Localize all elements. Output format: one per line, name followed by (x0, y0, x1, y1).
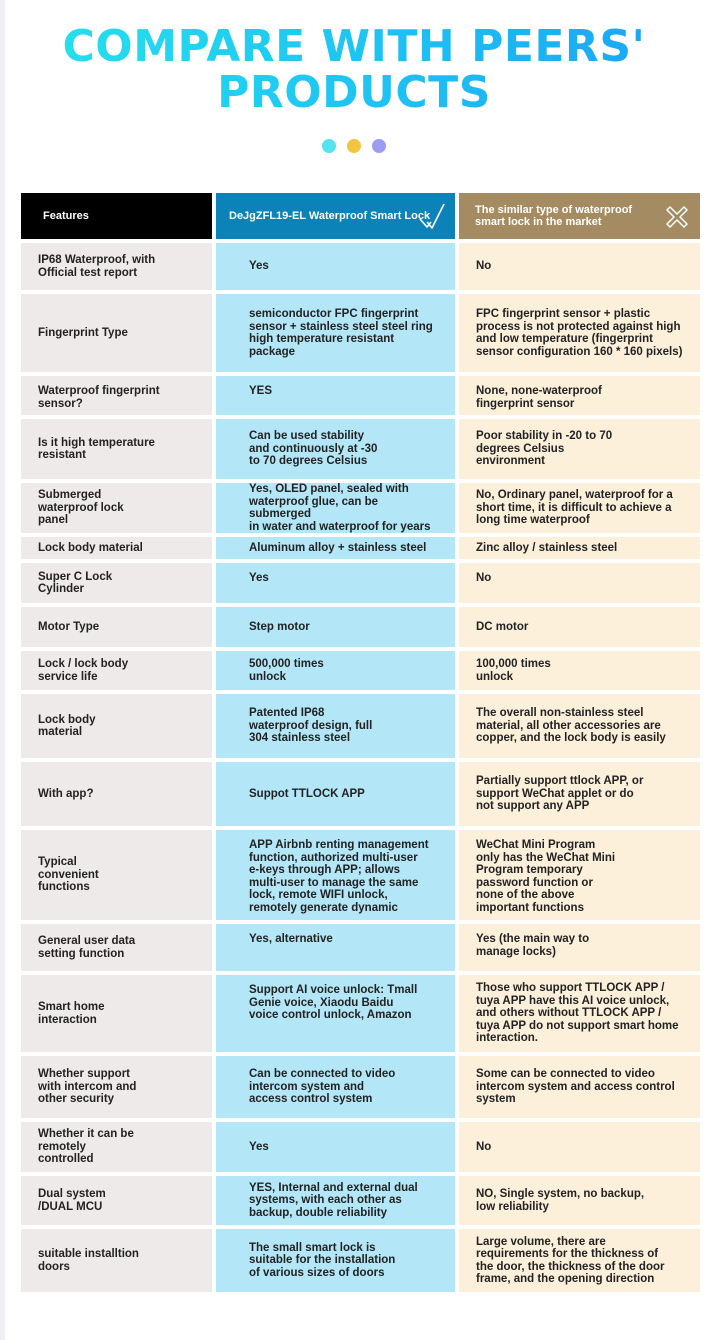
feature-cell-text: Fingerprint Type (38, 326, 128, 339)
peers-cell-text: Large volume, there are requirements for the thickness of the door, the thickness of the door frame, and the opening direction (476, 1235, 665, 1285)
ours-cell (216, 651, 455, 690)
feature-cell-text: Smart home interaction (38, 1001, 105, 1026)
feature-cell (21, 924, 212, 971)
ours-cell (216, 1056, 455, 1118)
table-row (21, 537, 700, 559)
header-peers-cell (459, 193, 700, 239)
peers-cell-text: No (476, 1140, 492, 1153)
table-row (21, 607, 700, 647)
decorative-dots (0, 139, 708, 153)
header-ours-label: DeJgZFL19-EL Waterproof Smart Lock (229, 209, 431, 222)
ours-cell-text: Can be used stability and continuously at -30 to 70 degrees Celsius (249, 430, 378, 468)
peers-cell-text: Some can be connected to video intercom system and access control system (476, 1068, 675, 1106)
ours-cell (216, 1176, 455, 1225)
dot-yellow (347, 139, 361, 153)
peers-cell (459, 694, 700, 758)
feature-cell (21, 694, 212, 758)
feature-cell (21, 419, 212, 479)
peers-cell-text: Poor stability in -20 to 70 degrees Celsius environment (476, 430, 613, 468)
ours-cell-text: Yes (249, 260, 269, 273)
ours-cell-text: APP Airbnb renting management function, authorized multi-user e-keys through APP; allows multi-user to manage the same lock, remote WIFI unlock, remotely generate dynamic (249, 839, 429, 914)
page-title-line-2: PRODUCTS (217, 67, 491, 118)
peers-cell (459, 975, 700, 1052)
table-row (21, 419, 700, 479)
peers-cell (459, 1176, 700, 1225)
dot-cyan (322, 139, 336, 153)
ours-cell-text: Aluminum alloy + stainless steel (249, 541, 427, 554)
feature-cell (21, 294, 212, 372)
ours-cell (216, 762, 455, 826)
ours-cell (216, 607, 455, 647)
table-header-row (21, 193, 700, 239)
feature-cell (21, 1122, 212, 1172)
peers-cell (459, 376, 700, 415)
peers-cell-text: The overall non-stainless steel material, all other accessories are copper, and the lock body is easily (476, 707, 666, 745)
peers-cell-text: WeChat Mini Program only has the WeChat Mini Program temporary password function or none of the above important functions (476, 839, 616, 914)
peers-cell-text: No, Ordinary panel, waterproof for a short time, it is difficult to achieve a long time waterproof (476, 489, 673, 527)
table-row (21, 294, 700, 372)
feature-cell (21, 563, 212, 603)
ours-cell-text: YES (249, 385, 273, 397)
peers-cell-text: FPC fingerprint sensor + plastic process is not protected against high and low temperature (fingerprint sensor configuration 160 * 160 pixels) (476, 308, 683, 358)
feature-cell-text: Whether it can be remotely controlled (38, 1128, 134, 1166)
peers-cell (459, 1056, 700, 1118)
feature-cell-text: Lock / lock body service life (38, 658, 129, 683)
ours-cell (216, 537, 455, 559)
table-row (21, 1056, 700, 1118)
header-ours-cell (216, 193, 455, 239)
ours-cell-text: Yes (249, 572, 269, 584)
ours-cell (216, 294, 455, 372)
ours-cell-text: Support AI voice unlock: Tmall Genie voice, Xiaodu Baidu voice control unlock, Amazon (249, 984, 418, 1021)
peers-cell-text: Zinc alloy / stainless steel (476, 541, 618, 554)
ours-cell (216, 419, 455, 479)
peers-cell (459, 762, 700, 826)
comparison-table (21, 193, 700, 1296)
table-row (21, 651, 700, 690)
ours-cell-text: semiconductor FPC fingerprint sensor + stainless steel steel ring high temperature resistant package (249, 308, 433, 358)
feature-cell-text: With app? (38, 787, 94, 800)
feature-cell-text: Waterproof fingerprint sensor? (38, 385, 160, 410)
ours-cell-text: Yes, alternative (249, 933, 333, 945)
ours-cell-text: The small smart lock is suitable for the installation of various sizes of doors (249, 1241, 396, 1279)
table-row (21, 762, 700, 826)
ours-cell-text: Yes (249, 1140, 269, 1153)
ours-cell-text: Can be connected to video intercom system and access control system (249, 1068, 396, 1106)
table-row (21, 1176, 700, 1225)
peers-cell (459, 563, 700, 603)
ours-cell (216, 830, 455, 920)
feature-cell (21, 537, 212, 559)
ours-cell (216, 924, 455, 971)
table-row (21, 483, 700, 533)
peers-cell-text: Yes (the main way to manage locks) (476, 933, 590, 958)
feature-cell (21, 975, 212, 1052)
dot-purple (372, 139, 386, 153)
peers-cell (459, 651, 700, 690)
table-row (21, 924, 700, 971)
table-row (21, 1122, 700, 1172)
feature-cell (21, 607, 212, 647)
peers-cell (459, 924, 700, 971)
left-edge-rail (0, 0, 5, 1340)
feature-cell (21, 762, 212, 826)
peers-cell-text: Those who support TTLOCK APP / tuya APP have this AI voice unlock, and others without TTLOCK APP / tuya APP do not support smart home interaction. (476, 982, 679, 1045)
feature-cell-text: suitable installtion doors (38, 1248, 139, 1273)
table-row (21, 243, 700, 290)
table-row (21, 563, 700, 603)
ours-cell (216, 694, 455, 758)
ours-cell-text: YES, Internal and external dual systems, with each other as backup, double reliability (249, 1181, 418, 1219)
peers-cell (459, 483, 700, 533)
feature-cell-text: Lock body material (38, 713, 96, 738)
page-title-line-1: COMPARE WITH PEERS' (62, 21, 646, 72)
peers-cell-text: DC motor (476, 620, 529, 633)
ours-cell-text: Suppot TTLOCK APP (249, 787, 365, 800)
feature-cell-text: Submerged waterproof lock panel (38, 489, 124, 527)
feature-cell-text: Is it high temperature resistant (38, 436, 155, 461)
ours-cell-text: 500,000 times unlock (249, 658, 324, 683)
feature-cell (21, 1176, 212, 1225)
header-features-cell (21, 193, 212, 239)
feature-cell-text: Lock body material (38, 541, 143, 554)
peers-cell (459, 419, 700, 479)
ours-cell-text: Yes, OLED panel, sealed with waterproof glue, can be submerged in water and waterproof for years (249, 483, 431, 533)
feature-cell (21, 483, 212, 533)
feature-cell-text: Super C Lock Cylinder (38, 570, 113, 595)
checkmark-icon (417, 201, 447, 231)
peers-cell-text: Partially support ttlock APP, or support WeChat applet or do not support any APP (476, 775, 644, 813)
feature-cell (21, 651, 212, 690)
peers-cell (459, 1229, 700, 1292)
feature-cell-text: General user data setting function (38, 935, 136, 960)
table-row (21, 694, 700, 758)
header-peers-label: The similar type of waterproof smart lock in the market (475, 203, 633, 228)
peers-cell-text: No (476, 572, 492, 584)
peers-cell (459, 243, 700, 290)
feature-cell-text: Whether support with intercom and other security (38, 1068, 137, 1106)
peers-cell-text: No (476, 260, 492, 273)
ours-cell-text: Step motor (249, 620, 310, 633)
peers-cell-text: 100,000 times unlock (476, 658, 551, 683)
ours-cell (216, 1229, 455, 1292)
peers-cell (459, 294, 700, 372)
table-row (21, 830, 700, 920)
ours-cell (216, 483, 455, 533)
ours-cell (216, 243, 455, 290)
feature-cell (21, 243, 212, 290)
table-body (21, 243, 700, 1292)
peers-cell (459, 1122, 700, 1172)
table-row (21, 975, 700, 1052)
peers-cell-text: NO, Single system, no backup, low reliability (476, 1188, 645, 1213)
ours-cell (216, 1122, 455, 1172)
ours-cell (216, 563, 455, 603)
feature-cell-text: Dual system /DUAL MCU (38, 1188, 106, 1213)
peers-cell (459, 830, 700, 920)
ours-cell-text: Patented IP68 waterproof design, full 304 stainless steel (249, 707, 373, 745)
peers-cell-text: None, none-waterproof fingerprint sensor (476, 385, 602, 410)
feature-cell-text: Motor Type (38, 620, 100, 633)
feature-cell (21, 830, 212, 920)
peers-cell (459, 537, 700, 559)
ours-cell (216, 975, 455, 1052)
feature-cell-text: Typical convenient functions (38, 856, 99, 894)
header-features-label: Features (43, 209, 89, 222)
cross-icon (664, 204, 690, 230)
feature-cell (21, 1056, 212, 1118)
ours-cell (216, 376, 455, 415)
feature-cell-text: IP68 Waterproof, with Official test report (38, 254, 156, 279)
table-row (21, 1229, 700, 1292)
table-row (21, 376, 700, 415)
feature-cell (21, 376, 212, 415)
peers-cell (459, 607, 700, 647)
feature-cell (21, 1229, 212, 1292)
page-title (0, 21, 708, 118)
